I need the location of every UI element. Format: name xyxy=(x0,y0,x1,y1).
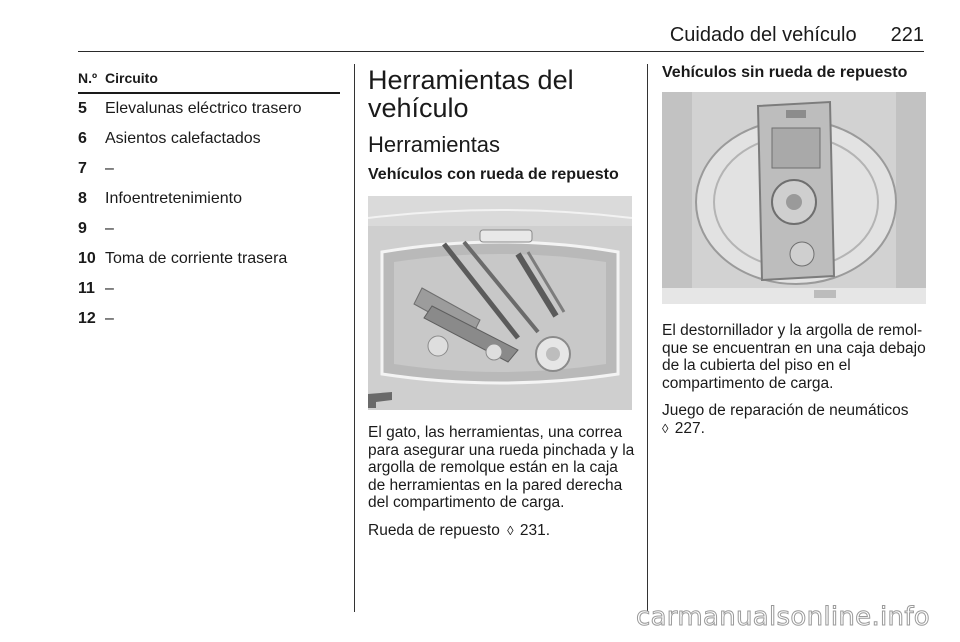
section-title: Herramientas del vehículo xyxy=(368,65,574,123)
fuse-number: 10 xyxy=(78,250,96,267)
without-spare-heading: Vehículos sin rueda de repuesto xyxy=(662,64,908,81)
section-subtitle: Herramientas xyxy=(368,132,501,157)
repair-kit-reference xyxy=(662,402,926,437)
column-divider xyxy=(647,64,648,612)
cross-reference-icon: ◊ xyxy=(507,522,514,538)
fuse-number: 8 xyxy=(78,190,87,207)
cross-reference-icon: ◊ xyxy=(662,420,669,436)
fuse-table xyxy=(78,64,340,334)
reference-page: 231. xyxy=(519,521,551,539)
page-header xyxy=(78,26,924,52)
fuse-table-header xyxy=(78,64,340,94)
table-row xyxy=(78,124,340,154)
fuse-number: 12 xyxy=(78,310,96,327)
reference-page: 227. xyxy=(674,419,705,437)
fuse-circuit: – xyxy=(105,160,114,177)
table-row xyxy=(78,214,340,244)
watermark: carmanualsonline.info xyxy=(635,602,930,632)
toolbox-illustration xyxy=(368,196,632,410)
fuse-circuit: Infoentretenimiento xyxy=(105,190,242,207)
spare-wheel-reference xyxy=(368,522,636,540)
fuse-circuit: Elevalunas eléctrico trasero xyxy=(105,100,302,117)
with-spare-heading: Vehículos con rueda de repuesto xyxy=(368,166,619,183)
table-row xyxy=(78,154,340,184)
fuse-circuit: – xyxy=(105,310,114,327)
fuse-circuit: – xyxy=(105,220,114,237)
without-spare-body: El destornillador y la argolla de remol-que se encuentran en una caja debajo de la cubierta del piso en el compartimento de carga. xyxy=(662,322,926,392)
reference-text: Rueda de repuesto xyxy=(368,521,500,539)
fuse-circuit: – xyxy=(105,280,114,297)
col-header-no: N.º xyxy=(78,70,98,86)
underfloor-box-illustration xyxy=(662,92,926,304)
fuse-circuit: Toma de corriente trasera xyxy=(105,250,288,267)
table-row xyxy=(78,274,340,304)
table-row xyxy=(78,304,340,334)
col-header-circuit: Circuito xyxy=(105,70,158,86)
no-spare-section xyxy=(662,64,926,437)
tools-section xyxy=(368,64,636,539)
table-row xyxy=(78,244,340,274)
fuse-number: 11 xyxy=(78,280,95,297)
reference-text: Juego de reparación de neumáticos xyxy=(662,402,909,419)
fuse-circuit: Asientos calefactados xyxy=(105,130,261,147)
page-header-title: Cuidado del vehículo xyxy=(669,24,857,46)
table-row xyxy=(78,184,340,214)
with-spare-body: El gato, las herramientas, una correa para asegurar una rueda pinchada y la argolla de remolque están en la caja de herramientas en la pared derecha del compartimento de carga. xyxy=(368,424,635,511)
column-divider xyxy=(354,64,355,612)
fuse-number: 9 xyxy=(78,220,87,237)
fuse-number: 6 xyxy=(78,130,87,147)
fuse-number: 5 xyxy=(78,100,87,117)
table-row xyxy=(78,94,340,124)
page-number: 221 xyxy=(890,24,924,46)
fuse-number: 7 xyxy=(78,160,87,177)
